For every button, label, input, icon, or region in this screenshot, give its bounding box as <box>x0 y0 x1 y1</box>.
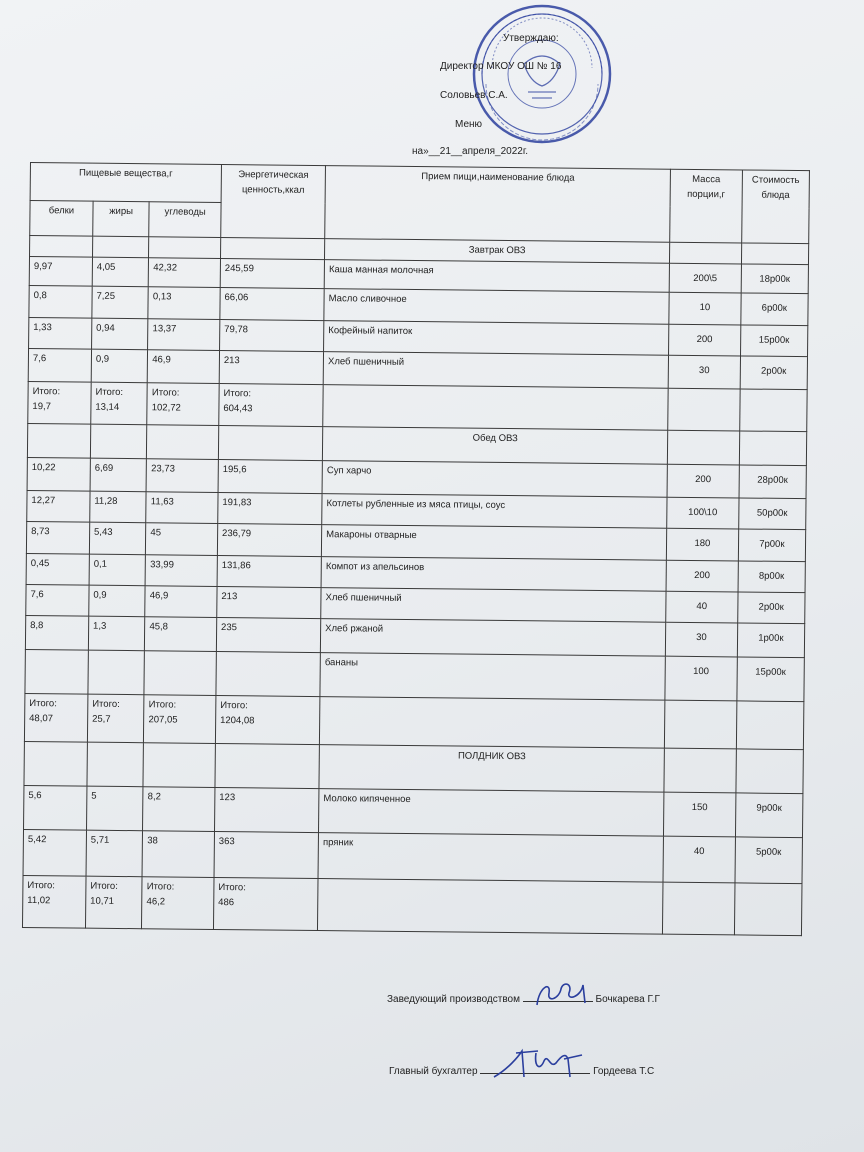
nutrient-cell-c <box>144 651 216 696</box>
empty-cell <box>30 236 93 258</box>
nutrient-cell-f: 6,69 <box>90 458 147 492</box>
nutrient-cell-p: 0,8 <box>29 286 92 318</box>
nutrient-cell-p: 9,97 <box>29 257 92 287</box>
total-cell-p: Итого: 48,07 <box>24 693 87 742</box>
nutrient-cell-p: 5,42 <box>23 829 86 876</box>
dish-cost: 15р00к <box>740 325 808 357</box>
total-cell-f: Итого: 25,7 <box>87 694 144 743</box>
dish-cost: 9р00к <box>735 793 803 838</box>
dish-cost: 28р00к <box>739 465 807 499</box>
portion-mass: 200 <box>669 324 741 356</box>
dish-name: Макароны отварные <box>321 525 666 560</box>
dish-name: Хлеб ржаной <box>320 619 665 656</box>
total-cell-f: Итого: 13,14 <box>91 383 148 425</box>
nutrient-cell-e: 66,06 <box>220 288 324 320</box>
empty-cell <box>323 385 668 430</box>
empty-cell <box>218 426 322 461</box>
dish-cost: 18р00к <box>741 264 809 294</box>
total-cell-e: Итого: 1204,08 <box>215 695 320 744</box>
portion-mass: 30 <box>668 355 740 389</box>
handwritten-signature-icon <box>488 1047 588 1081</box>
dish-name: Хлеб пшеничный <box>323 352 668 389</box>
portion-mass: 10 <box>669 292 741 324</box>
menu-row <box>23 829 802 883</box>
nutrients-header: Пищевые вещества,г <box>30 163 221 203</box>
empty-cell <box>663 882 735 935</box>
nutrient-cell-f: 0,1 <box>89 554 146 586</box>
empty-cell <box>90 424 147 458</box>
dish-cost: 6р00к <box>741 293 809 325</box>
nutrient-cell-e <box>216 651 321 696</box>
empty-cell <box>318 878 664 934</box>
nutrient-cell-p <box>25 649 88 694</box>
empty-cell <box>92 236 149 257</box>
nutrient-cell-f: 0,9 <box>89 585 146 617</box>
total-cell-c: Итого: 102,72 <box>147 383 219 426</box>
empty-cell <box>149 237 221 259</box>
nutrient-cell-e: 235 <box>216 618 320 653</box>
nutrient-cell-f: 1,3 <box>88 617 145 651</box>
nutrient-cell-c: 45 <box>146 523 218 555</box>
menu-title: Меню <box>455 119 483 130</box>
director-name: Соловьев С.А. <box>440 90 508 101</box>
portion-mass: 200 <box>667 464 739 498</box>
nutrient-cell-p: 1,33 <box>29 317 92 349</box>
dish-cost: 1р00к <box>737 623 805 657</box>
empty-cell <box>739 389 807 431</box>
dish-name: Суп харчо <box>322 460 667 497</box>
carbs-header: углеводы <box>149 201 221 237</box>
portion-mass: 200 <box>666 560 738 592</box>
total-cell-f: Итого: 10,71 <box>85 876 142 929</box>
dish-cost: 50р00к <box>738 498 806 530</box>
dish-name: пряник <box>318 832 663 882</box>
director-line: Директор МКОУ ОШ № 16 <box>440 61 562 72</box>
nutrient-cell-f <box>88 650 145 694</box>
nutrient-cell-c: 42,32 <box>149 258 221 288</box>
nutrient-cell-p: 0,45 <box>26 553 89 585</box>
total-cell-c: Итого: 207,05 <box>144 695 216 744</box>
nutrient-cell-f: 4,05 <box>92 257 149 287</box>
protein-header: белки <box>30 200 93 236</box>
nutrient-cell-f: 0,94 <box>91 318 148 350</box>
cost-header: Стоимость блюда <box>741 170 809 244</box>
portion-mass: 40 <box>666 591 738 623</box>
accountant-name: Гордеева Т.С <box>593 1066 655 1077</box>
empty-cell <box>319 696 664 748</box>
nutrient-cell-e: 213 <box>219 350 323 385</box>
portion-mass: 30 <box>665 623 737 657</box>
dish-cost: 5р00к <box>735 837 803 884</box>
empty-cell <box>734 883 802 936</box>
production-label: Заведующий производством <box>387 994 520 1005</box>
total-cell-p: Итого: 19,7 <box>28 382 91 424</box>
handwritten-signature-icon <box>529 979 599 1009</box>
nutrient-cell-p: 12,27 <box>27 491 90 523</box>
production-signature <box>523 1001 593 1002</box>
dish-cost: 2р00к <box>740 356 808 390</box>
nutrient-cell-e: 236,79 <box>217 524 321 556</box>
dish-cost: 7р00к <box>738 529 806 561</box>
energy-header: Энергетическая ценность,ккал <box>221 165 326 239</box>
empty-cell <box>741 243 809 265</box>
nutrient-cell-p: 8,73 <box>26 522 89 554</box>
nutrient-cell-c: 46,9 <box>145 586 217 618</box>
nutrient-cell-e: 79,78 <box>219 319 323 351</box>
fat-header: жиры <box>93 201 150 237</box>
dish-name: Кофейный напиток <box>324 320 669 355</box>
section-title: Обед ОВЗ <box>322 427 667 464</box>
dish-name: Масло сливочное <box>324 289 669 324</box>
dish-name: Компот из апельсинов <box>321 556 666 591</box>
nutrient-cell-c: 33,99 <box>145 554 217 586</box>
nutrient-cell-f: 5,71 <box>86 830 143 877</box>
empty-cell <box>664 700 736 749</box>
nutrient-cell-c: 0,13 <box>148 287 220 319</box>
dish-cost: 2р00к <box>737 592 805 624</box>
accountant-label: Главный бухгалтер <box>389 1066 478 1077</box>
nutrient-cell-p: 7,6 <box>26 585 89 617</box>
total-cell-c: Итого: 46,2 <box>142 876 214 929</box>
dish-name: Котлеты рубленные из мяса птицы, соус <box>322 494 667 529</box>
empty-cell <box>147 425 219 459</box>
portion-mass: 150 <box>664 792 736 837</box>
nutrient-cell-f: 0,9 <box>91 349 148 383</box>
nutrient-cell-p: 5,6 <box>24 785 87 830</box>
menu-table <box>22 162 810 936</box>
nutrient-cell-c: 13,37 <box>148 318 220 350</box>
meal-header: Прием пищи,наименование блюда <box>325 166 671 243</box>
nutrient-cell-f: 11,28 <box>90 491 147 523</box>
portion-mass: 200\5 <box>669 263 741 293</box>
empty-cell <box>24 741 87 786</box>
empty-cell <box>667 430 739 464</box>
total-row <box>22 875 802 936</box>
portion-mass: 40 <box>663 836 735 883</box>
empty-cell <box>143 743 215 788</box>
empty-cell <box>215 743 320 788</box>
empty-cell <box>87 742 144 786</box>
empty-cell <box>670 242 742 264</box>
total-cell-e: Итого: 486 <box>213 877 318 930</box>
portion-mass: 180 <box>666 529 738 561</box>
empty-cell <box>220 238 324 260</box>
empty-cell <box>736 749 804 794</box>
nutrient-cell-e: 191,83 <box>218 493 322 525</box>
accountant-signature-line <box>389 1066 654 1077</box>
accountant-signature <box>480 1073 590 1074</box>
nutrient-cell-e: 131,86 <box>217 555 321 587</box>
dish-name: Молоко кипяченное <box>319 788 664 836</box>
nutrient-cell-p: 10,22 <box>27 457 90 491</box>
empty-cell <box>27 424 90 458</box>
total-cell-e: Итого: 604,43 <box>219 384 324 427</box>
empty-cell <box>664 748 736 793</box>
portion-mass: 100\10 <box>667 497 739 529</box>
nutrient-cell-e: 213 <box>217 587 321 619</box>
official-stamp-seal <box>462 2 622 152</box>
nutrient-cell-e: 195,6 <box>218 459 322 494</box>
production-name: Бочкарева Г.Г <box>595 994 660 1005</box>
nutrient-cell-f: 5,43 <box>89 523 146 555</box>
mass-header: Масса порции,г <box>670 169 742 243</box>
dish-name: бананы <box>320 652 665 700</box>
nutrient-cell-e: 363 <box>214 831 319 878</box>
empty-cell <box>736 701 804 750</box>
production-signature-line <box>387 994 660 1005</box>
nutrient-cell-c: 45,8 <box>145 617 217 651</box>
nutrient-cell-c: 38 <box>142 830 214 877</box>
menu-date: на»__21__апреля_2022г. <box>412 146 529 157</box>
dish-cost: 15р00к <box>737 657 805 702</box>
nutrient-cell-p: 7,6 <box>28 348 91 382</box>
approve-label: Утверждаю: <box>503 33 559 44</box>
total-row <box>24 693 803 749</box>
section-title: Завтрак ОВЗ <box>325 239 670 264</box>
nutrient-cell-f: 7,25 <box>92 286 149 318</box>
nutrient-cell-e: 245,59 <box>220 259 324 289</box>
nutrient-cell-f: 5 <box>86 786 143 830</box>
nutrient-cell-c: 23,73 <box>146 458 218 492</box>
nutrient-cell-e: 123 <box>214 787 319 832</box>
empty-cell <box>739 431 807 465</box>
nutrient-cell-c: 8,2 <box>143 786 215 831</box>
empty-cell <box>668 389 740 432</box>
nutrient-cell-c: 11,63 <box>146 492 218 524</box>
dish-cost: 8р00к <box>738 561 806 593</box>
section-title: ПОЛДНИК ОВЗ <box>319 744 664 792</box>
nutrient-cell-c: 46,9 <box>148 350 220 384</box>
portion-mass: 100 <box>665 656 737 701</box>
dish-name: Хлеб пшеничный <box>321 588 666 623</box>
total-cell-p: Итого: 11,02 <box>22 875 85 928</box>
nutrient-cell-p: 8,8 <box>25 616 88 650</box>
dish-name: Каша манная молочная <box>324 260 669 293</box>
